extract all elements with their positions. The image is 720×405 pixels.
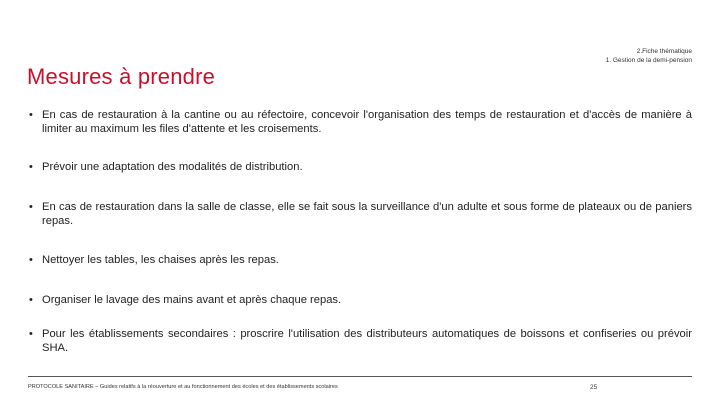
bullet-text: En cas de restauration dans la salle de classe, elle se fait sous la surveillance d'un adulte et sous forme de plateaux ou de paniers repas. — [42, 201, 692, 227]
bullet-text: Prévoir une adaptation des modalités de distribution. — [42, 161, 303, 173]
bullet-marker: • — [29, 254, 33, 266]
bullet-item — [28, 160, 692, 174]
page-title: Mesures à prendre — [27, 64, 216, 89]
bullet-text: Organiser le lavage des mains avant et après chaque repas. — [42, 294, 342, 306]
section-header-line-1: 2.Fiche thématique — [636, 48, 692, 55]
bullet-item — [28, 200, 692, 228]
bullet-text: Pour les établissements secondaires : proscrire l'utilisation des distributeurs automatiques de boissons et confiseries ou prévoir SHA. — [42, 328, 692, 354]
bullet-marker: • — [29, 328, 33, 340]
footer-text: PROTOCOLE SANITAIRE – Guides relatifs à la réouverture et au fonctionnement des écoles et des établissements scolaires — [28, 384, 338, 390]
bullet-marker: • — [29, 294, 33, 306]
bullet-item — [28, 253, 692, 267]
section-header — [606, 47, 692, 65]
bullet-item — [28, 108, 692, 136]
page-number: 25 — [590, 384, 598, 391]
footer-divider — [28, 376, 692, 377]
bullet-item — [28, 327, 692, 355]
bullet-text: En cas de restauration à la cantine ou au réfectoire, concevoir l'organisation des temps de restauration et d'accès de manière à limiter au maximum les files d'attente et les croisements. — [42, 109, 692, 135]
bullet-text: Nettoyer les tables, les chaises après les repas. — [42, 254, 279, 266]
bullet-marker: • — [29, 201, 33, 213]
section-header-line-2: 1. Gestion de la demi-pension — [605, 57, 692, 64]
bullet-marker: • — [29, 161, 33, 173]
bullet-marker: • — [29, 109, 33, 121]
bullet-list — [28, 108, 692, 355]
bullet-item — [28, 293, 692, 307]
